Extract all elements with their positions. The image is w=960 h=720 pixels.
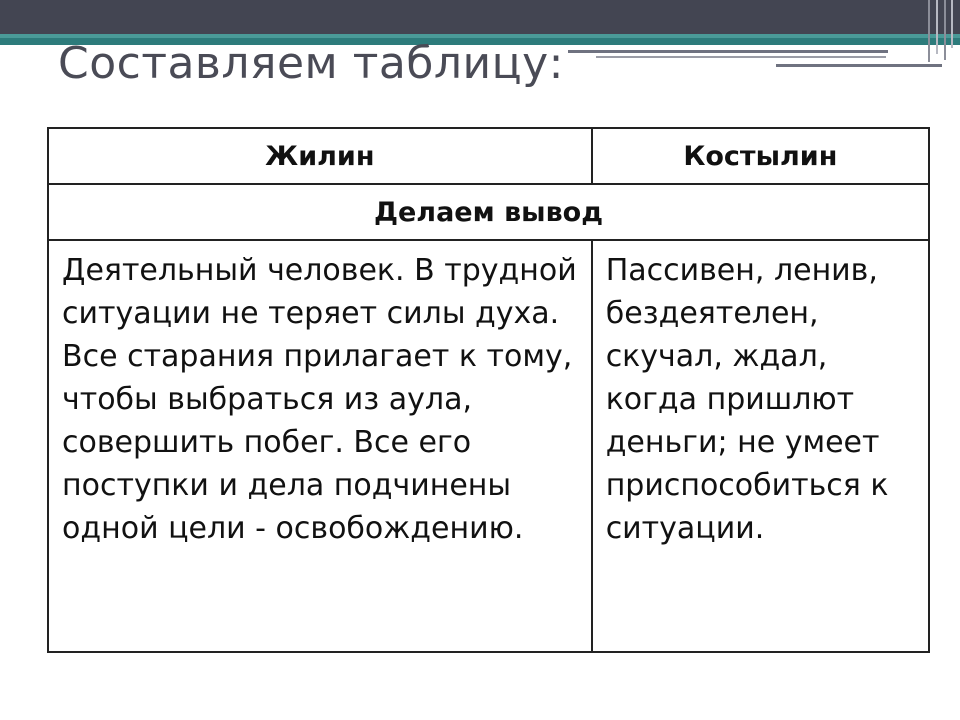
decorative-vertical-line [928,0,930,62]
table-header-row [48,128,929,184]
header-zhilin: Жилин [48,128,592,184]
comparison-table [47,127,930,653]
decorative-vertical-line [944,0,946,60]
table-conclusion-row [48,184,929,240]
decorative-line [568,50,888,53]
decorative-line [776,64,942,67]
conclusion-label: Делаем вывод [48,184,929,240]
top-banner [0,0,960,34]
decorative-vertical-line [951,0,953,48]
zhilin-description: Деятельный человек. В трудной ситуации не теряет силы духа. Все старания прилагает к тому, чтобы выбраться из аула, совершить побег. Все его поступки и дела подчинены одной цели - освобождению. [48,240,592,652]
slide-title: Составляем таблицу: [58,38,564,89]
decorative-vertical-line [936,0,938,54]
header-kostylin: Костылин [592,128,929,184]
kostylin-description: Пассивен, ленив, бездеятелен, скучал, ждал, когда пришлют деньги; не умеет приспособиться к ситуации. [592,240,929,652]
decorative-line [596,56,886,58]
table-row [48,240,929,652]
